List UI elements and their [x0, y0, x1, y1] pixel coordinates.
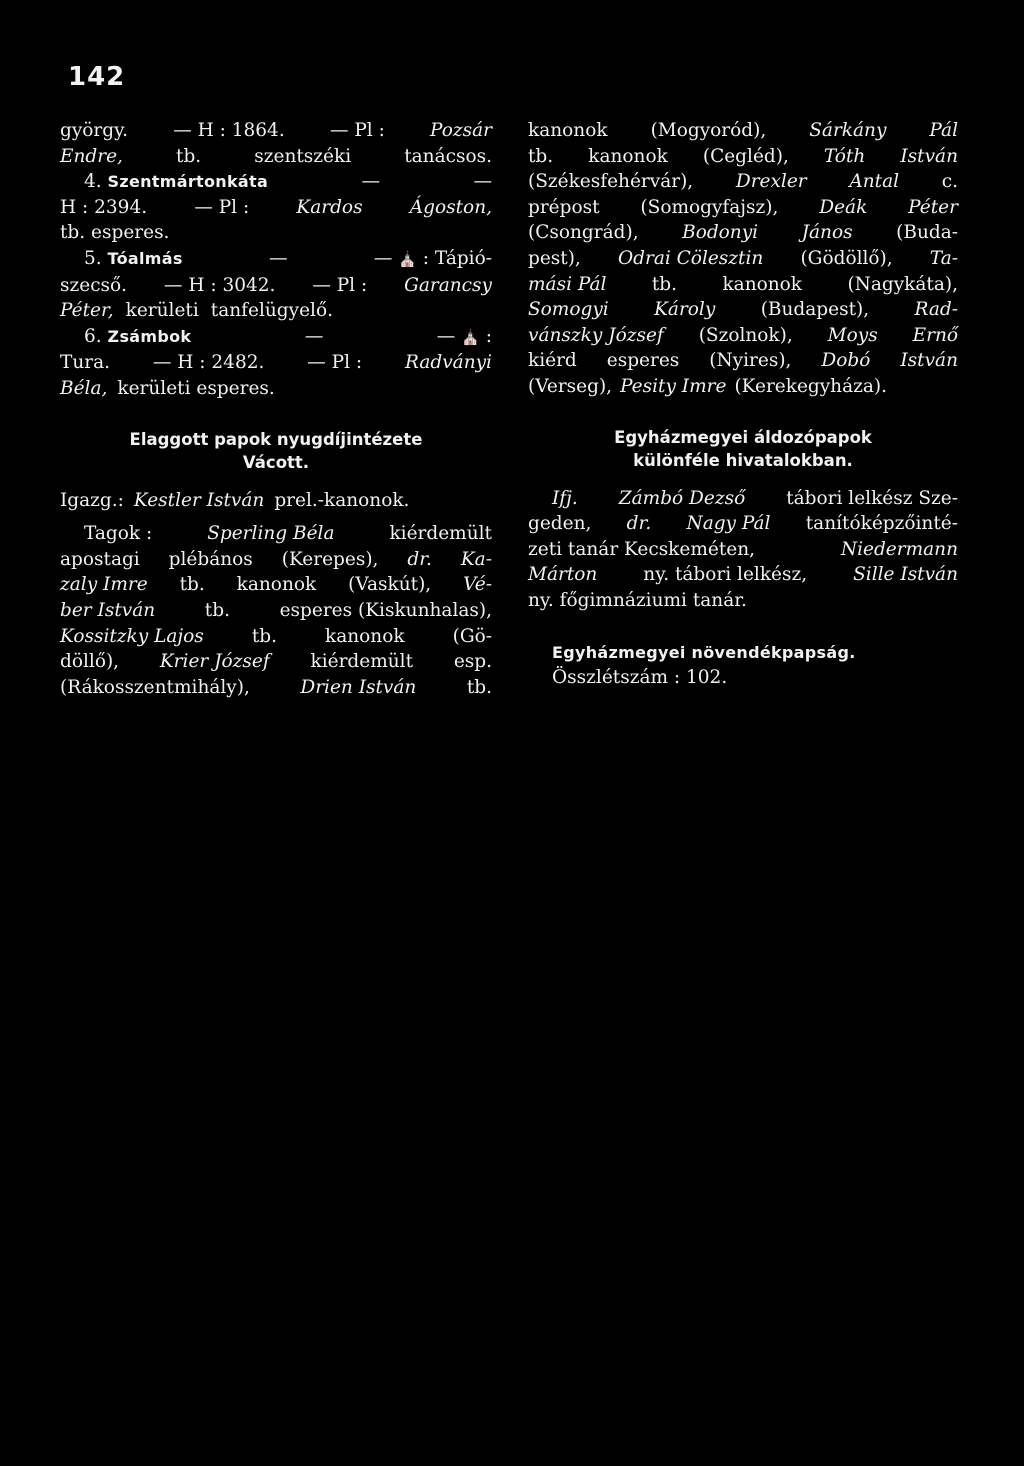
word: döllő),: [60, 651, 120, 673]
text-line: [60, 376, 492, 402]
word: kerületi esperes.: [117, 377, 275, 399]
person-name: Kestler István: [133, 489, 265, 511]
word: (Budapest),: [760, 299, 870, 321]
word: — H : 1864.: [173, 120, 285, 141]
word: Sárkány: [809, 120, 887, 141]
word: H : 2394.: [60, 196, 148, 218]
total-count: Összlétszám : 102.: [552, 667, 728, 689]
person-name: Drien István: [300, 676, 417, 698]
item-number: 5.: [84, 247, 102, 269]
dash: —: [304, 325, 324, 347]
word: (Gö-: [452, 625, 492, 647]
word: Tóth: [823, 145, 866, 167]
word: tb.: [176, 145, 202, 167]
text-line: [60, 547, 492, 573]
word: Ágoston,: [409, 196, 492, 218]
word: Ernő: [912, 324, 958, 346]
person-name: Krier József: [159, 651, 270, 673]
word: (Nyires),: [709, 350, 792, 372]
word: (Mogyoród),: [650, 120, 767, 141]
word: plébános: [168, 548, 253, 570]
word: Somogyi: [528, 299, 609, 321]
dash: —: [473, 171, 492, 193]
word: zeti tanár Kecskeméten,: [528, 538, 756, 560]
text-line: [60, 624, 492, 650]
word: kanonok: [528, 120, 608, 141]
word: kanonok: [722, 273, 803, 295]
word: (Verseg),: [528, 375, 613, 397]
word: tb.: [651, 273, 678, 295]
word: Béla,: [60, 377, 108, 399]
text-line: [528, 665, 958, 691]
text-line: [528, 537, 958, 563]
word: Igazg.:: [60, 489, 124, 511]
word: ny. tábori lelkész,: [643, 564, 808, 586]
text-line: [60, 118, 492, 144]
word: — H : 2482.: [152, 352, 265, 374]
word: (Somogyfajsz),: [640, 196, 779, 218]
text-line: [528, 562, 958, 588]
word: Ifj.: [552, 487, 578, 509]
dash: —: [269, 247, 288, 269]
word: (Vaskút),: [348, 574, 432, 596]
word: István: [900, 145, 958, 167]
dash: —: [373, 247, 393, 269]
word: Moys: [827, 324, 878, 346]
text-line: [60, 220, 492, 246]
person-name: ber István: [60, 599, 156, 621]
word: kanonok: [325, 625, 405, 647]
left-column: [60, 118, 492, 700]
place-name: Szentmártonkáta: [107, 172, 269, 192]
word: tanfelügyelő.: [210, 300, 333, 322]
word: — Pl :: [312, 274, 368, 296]
text-line: [60, 298, 492, 324]
text-line: [60, 144, 492, 170]
word: Dobó: [821, 350, 871, 372]
text-line: [60, 488, 492, 514]
word: Pál: [929, 120, 958, 141]
text-line: [60, 246, 492, 273]
word: Péter,: [60, 300, 114, 322]
item-number: 4.: [84, 171, 102, 193]
word: tb.: [251, 625, 277, 647]
word: (Kerepes),: [281, 548, 379, 570]
text-line: [60, 324, 492, 351]
word: Endre,: [60, 145, 123, 167]
word: dr.: [626, 513, 652, 535]
text-line: [60, 598, 492, 624]
section-heading: Egyházmegyei növendékpapság.: [552, 642, 856, 662]
word: (Gödöllő),: [800, 247, 893, 269]
word: Vé-: [463, 574, 492, 596]
text-line: [60, 350, 492, 376]
word: : Tápió-: [422, 247, 492, 269]
text-line: [528, 640, 958, 666]
word: — H : 3042.: [163, 274, 276, 296]
word: — Pl :: [329, 120, 385, 141]
person-name: mási Pál: [528, 273, 607, 295]
word: :: [485, 325, 492, 347]
section-heading: Egyházmegyei áldozópapok: [614, 427, 872, 447]
dash: —: [361, 171, 381, 193]
word: Ta-: [929, 247, 958, 269]
word: Deák: [819, 196, 868, 218]
word: (Szolnok),: [698, 324, 793, 346]
person-name: Sille István: [853, 564, 958, 586]
word: Károly: [654, 299, 716, 321]
word: esperes: [606, 350, 680, 372]
word: geden,: [528, 513, 592, 535]
church-icon: ⛪: [461, 327, 480, 346]
word: — Pl :: [307, 352, 363, 374]
page-number: 142: [68, 62, 126, 92]
text-line: [60, 572, 492, 598]
word: tb.: [204, 599, 230, 621]
text-line: [528, 169, 958, 195]
word: Bodonyi: [682, 222, 759, 244]
word: kiérdemült: [310, 651, 414, 673]
text-line: [528, 297, 958, 323]
word: Tura.: [60, 352, 111, 374]
text-line: [528, 246, 958, 272]
person-name: Pesity Imre: [620, 375, 727, 397]
text-line: [528, 511, 958, 537]
text-line: [60, 169, 492, 195]
text-line: [528, 323, 958, 349]
right-column: [528, 118, 958, 691]
text-line: [528, 220, 958, 246]
word: tb.: [179, 574, 205, 596]
word: kanonok: [236, 574, 317, 596]
word: (Csongrád),: [528, 222, 639, 244]
word: (Nagykáta),: [847, 273, 958, 295]
word: kiérd: [528, 350, 577, 372]
text-line: [528, 195, 958, 221]
word: (Székesfehérvár),: [528, 171, 694, 193]
word: györgy.: [60, 120, 128, 141]
text-line: [528, 348, 958, 374]
word: (Rákosszentmihály),: [60, 676, 250, 698]
word: — Pl :: [194, 196, 250, 218]
word: tanácsos.: [404, 145, 492, 167]
text-line: [528, 486, 958, 512]
text-line: [60, 675, 492, 701]
text-line: [528, 272, 958, 298]
word: Rad-: [914, 299, 958, 321]
text-line: [528, 374, 958, 400]
word: tb. esperes.: [60, 222, 170, 244]
word: tanítóképzőinté-: [805, 513, 958, 535]
place-name: Zsámbok: [107, 326, 192, 346]
text-line: [60, 273, 492, 299]
word: esperes (Kiskunhalas),: [279, 599, 492, 621]
word: Kardos: [296, 196, 363, 218]
person-name: Odrai Cölesztin: [617, 247, 764, 269]
dash: —: [436, 325, 456, 347]
word: esp.: [453, 651, 492, 673]
text-line: [60, 649, 492, 675]
word: János: [801, 222, 853, 244]
word: szecső.: [60, 274, 128, 296]
word: Márton: [528, 564, 598, 586]
church-icon: ⛪: [398, 249, 417, 268]
section-heading: Vácott.: [242, 452, 310, 472]
person-name: Zámbó Dezső: [618, 487, 746, 509]
word: Tagok :: [84, 523, 153, 545]
word: ny. főgimnáziumi tanár.: [528, 589, 747, 611]
word: kiérdemült: [389, 523, 492, 545]
word: kanonok: [588, 145, 668, 167]
word: Radványi: [404, 352, 492, 374]
word: pest),: [528, 247, 581, 269]
word: dr.: [407, 548, 432, 570]
word: prépost: [528, 196, 600, 218]
word: szentszéki: [254, 145, 352, 167]
word: apostagi: [60, 548, 140, 570]
text-line: [60, 521, 492, 547]
word: Ka-: [460, 548, 492, 570]
person-name: Sperling Béla: [207, 523, 335, 545]
word: prel.-kanonok.: [274, 489, 410, 511]
word: Pozsár: [430, 120, 492, 141]
word: tb.: [528, 145, 554, 167]
person-name: Niedermann: [840, 538, 958, 560]
word: tábori lelkész Sze-: [786, 487, 958, 509]
place-name: Tóalmás: [107, 248, 183, 268]
text-line: [528, 118, 958, 144]
text-line: [60, 195, 492, 221]
word: Garancsy: [404, 274, 492, 296]
section-heading: Elaggott papok nyugdíjintézete: [129, 429, 423, 449]
word: (Kerekegyháza).: [734, 375, 888, 397]
word: tb.: [466, 676, 492, 698]
word: (Cegléd),: [702, 145, 789, 167]
word: István: [900, 350, 958, 372]
word: Antal: [849, 171, 900, 193]
item-number: 6.: [84, 325, 102, 347]
person-name: Kossitzky Lajos: [60, 625, 204, 647]
text-line: [528, 588, 958, 614]
word: Drexler: [735, 171, 807, 193]
word: (Buda-: [896, 222, 958, 244]
word: Péter: [908, 196, 958, 218]
person-name: vánszky József: [528, 324, 664, 346]
word: c.: [941, 171, 958, 193]
text-line: [528, 144, 958, 170]
section-heading: különféle hivatalokban.: [633, 450, 853, 470]
person-name: Nagy Pál: [686, 513, 771, 535]
word: kerületi: [125, 300, 199, 322]
person-name: zaly Imre: [60, 574, 148, 596]
